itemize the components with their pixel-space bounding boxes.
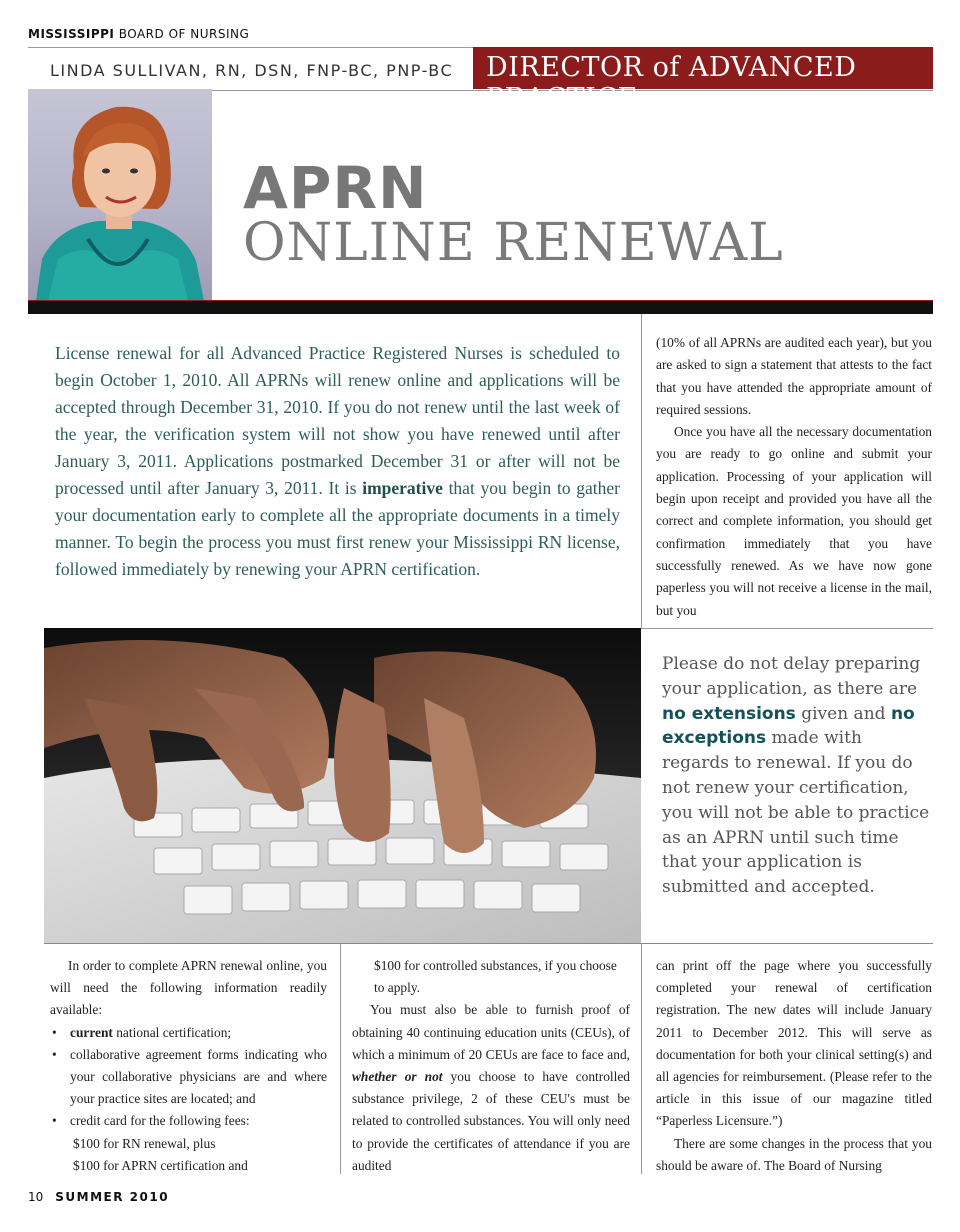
- column-divider: [340, 944, 341, 1174]
- masthead-org: BOARD OF NURSING: [118, 27, 250, 41]
- lead-emphasis: imperative: [362, 478, 443, 498]
- title-rule-accent: [28, 300, 933, 301]
- list-item-emphasis: current: [70, 1024, 113, 1040]
- department-title: DIRECTOR of ADVANCED PRACTICE: [486, 52, 857, 114]
- page-footer: [28, 1190, 169, 1204]
- article-title-secondary: ONLINE RENEWAL: [243, 213, 784, 273]
- paragraph: [352, 999, 630, 1177]
- fee-line: $100 for controlled substances, if you choose to apply.: [374, 958, 617, 996]
- right-column-top: [656, 332, 932, 622]
- column-divider: [641, 314, 642, 628]
- portrait-illustration: [28, 89, 212, 301]
- issue-label: SUMMER 2010: [55, 1190, 170, 1204]
- list-item-text: credit card for the following fees:: [70, 1113, 250, 1129]
- divider: [44, 943, 933, 944]
- pull-quote-emphasis: no extensions: [662, 703, 796, 724]
- fee-line: $100 for RN renewal, plus: [73, 1135, 216, 1151]
- body-column-3: [656, 955, 932, 1177]
- lead-text-1: License renewal for all Advanced Practice Registered Nurses is scheduled to begin October 1, 2010. All APRNs will renew online and applications will be accepted through December 31, 2010. If you do not renew until the last week of the year, the verification system will not show you have renewed until after January 3, 2011. Applications postmarked December 31 or after will not be processed until after January 3, 2011. It is: [55, 343, 620, 498]
- masthead-state: MISSISSIPPI: [28, 27, 115, 41]
- fee-line: $100 for APRN certification and: [73, 1157, 248, 1173]
- title-rule: [28, 301, 933, 314]
- paragraph: can print off the page where you successfully completed your renewal of certification registration. The new dates will include January 2011 to December 2012. This will serve as documentation for both your clinical setting(s) and all agencies for reimbursement. (Please refer to the article in this issue of our magazine titled “Paperless Licensure.”): [656, 958, 932, 1129]
- list-item: [50, 1110, 327, 1132]
- paragraph: Once you have all the necessary documentation you are ready to go online and submit your application. Processing of your application will begin upon receipt and provided you have all the correct and complete information, you should get confirmation immediately that you have successfully renewed. As we have now gone paperless you will not receive a license in the mail, but you: [656, 424, 932, 618]
- typing-hands-illustration: [44, 628, 641, 943]
- list-item: [50, 1022, 327, 1044]
- body-column-2: [352, 955, 630, 1177]
- list-item: [50, 1044, 327, 1111]
- paragraph: In order to complete APRN renewal online, you will need the following information readily available:: [50, 958, 327, 1018]
- article-title-primary: APRN: [243, 154, 428, 222]
- paragraph: (10% of all APRNs are audited each year), but you are asked to sign a statement that attests to the fact that you have attended the appropriate amount of required sessions.: [656, 335, 932, 417]
- paragraph-text: You must also be able to furnish proof of obtaining 40 continuing education units (CEUs), of which a minimum of 20 CEUs are face to face and,: [352, 1002, 630, 1062]
- list-item-text: collaborative agreement forms indicating who your collaborative physicians are and where your practice sites are located; and: [70, 1046, 327, 1107]
- paragraph-emphasis: whether or not: [352, 1069, 443, 1085]
- requirements-list: [50, 1022, 327, 1133]
- pull-quote-text: Please do not delay preparing your application, as there are: [662, 654, 921, 699]
- body-column-1: [50, 955, 327, 1177]
- lead-text-2: that you begin to gather your documentation early to complete all the appropriate documents in a timely manner. To begin the process you must first renew your Mississippi RN license, followed immediately by renewing your APRN certification.: [55, 478, 620, 579]
- pull-quote-text: made with regards to renewal. If you do not renew your certification, you will not be able to practice as an APRN until such time that your application is submitted and accepted.: [662, 728, 930, 898]
- masthead: [28, 27, 249, 41]
- paragraph-text: you choose to have controlled substance privilege, 2 of these CEU's must be related to controlled substances. You will only need to provide the certificates of attendance if you are audited: [352, 1069, 630, 1173]
- list-item-text: national certification;: [112, 1024, 232, 1040]
- paragraph: There are some changes in the process that you should be aware of. The Board of Nursing: [656, 1135, 932, 1173]
- lead-paragraph: [55, 340, 620, 583]
- pull-quote-text: given and: [795, 703, 891, 724]
- author-name: LINDA SULLIVAN, RN, DSN, FNP-BC, PNP-BC: [50, 61, 454, 80]
- author-photo: [28, 89, 212, 301]
- divider: [641, 628, 933, 629]
- column-divider: [641, 944, 642, 1174]
- page-number: 10: [28, 1190, 44, 1204]
- keyboard-photo: [44, 628, 641, 943]
- pull-quote: [662, 652, 932, 900]
- pull-quote-emphasis: no exceptions: [662, 703, 915, 749]
